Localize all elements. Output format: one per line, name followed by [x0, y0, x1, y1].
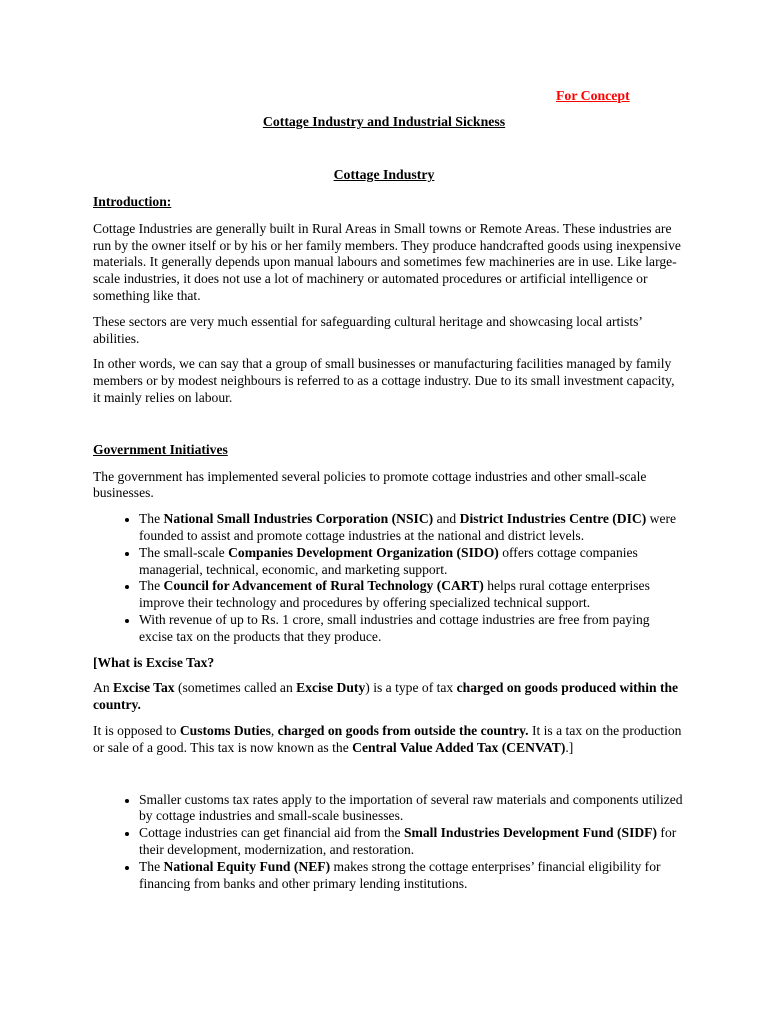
list-item: • The National Equity Fund (NEF) makes strong the cottage enterprises’ financial eligibility for financing from banks and other primary lending institutions.: [139, 859, 683, 893]
list-item: • The Council for Advancement of Rural Technology (CART) helps rural cottage enterprises improve their technology and procedures by offering specialized technical support.: [139, 578, 683, 612]
section-title: Cottage Industry: [333, 167, 435, 182]
excise-question: [What is Excise Tax?: [93, 654, 215, 670]
list-item: • The small-scale Companies Development Organization (SIDO) offers cottage companies managerial, technical, economic, and marketing support.: [139, 545, 683, 579]
list-item: • Cottage industries can get financial aid from the Small Industries Development Fund (SIDF) for their development, modernization, and restoration.: [139, 825, 683, 859]
intro-paragraph-2: These sectors are very much essential for safeguarding cultural heritage and showcasing local artists’ abilities.: [93, 313, 642, 346]
government-initiatives-heading: Government Initiatives: [93, 441, 228, 457]
document-body: [93, 194, 683, 900]
support-list: [93, 792, 683, 893]
for-concept-tag: For Concept: [556, 88, 630, 103]
introduction-heading: Introduction:: [93, 194, 172, 209]
initiatives-list: [93, 511, 683, 645]
intro-paragraph-3: In other words, we can say that a group of small businesses or manufacturing facilities managed by family members or by modest neighbours is referred to as a cottage industry. Due to its small investment capacity, it mainly relies on labour.: [93, 356, 675, 405]
document-title: Cottage Industry and Industrial Sickness: [262, 114, 506, 129]
excise-paragraph-2: It is opposed to Customs Duties, charged on goods from outside the country. It is a tax on the production or sale of a good. This tax is now known as the Central Value Added Tax (CENVAT).]: [93, 722, 682, 755]
list-item: • The National Small Industries Corporation (NSIC) and District Industries Centre (DIC) were founded to assist and promote cottage industries at the national and district levels.: [139, 511, 683, 545]
gov-intro-paragraph: The government has implemented several policies to promote cottage industries and other small-scale businesses.: [93, 468, 647, 501]
list-item: • With revenue of up to Rs. 1 crore, small industries and cottage industries are free from paying excise tax on the products that they produce.: [139, 612, 683, 646]
intro-paragraph-1: Cottage Industries are generally built in Rural Areas in Small towns or Remote Areas. These industries are run by the owner itself or by his or her family members. They produce handcrafted goods using inexpensive materials. It generally depends upon manual labours and sometimes few machineries are in use. Like large-scale industries, it does not use a lot of machinery or automated procedures or artificial intelligence or something like that.: [93, 220, 681, 303]
list-item: • Smaller customs tax rates apply to the importation of several raw materials and components utilized by cottage industries and small-scale businesses.: [139, 792, 683, 826]
excise-paragraph-1: An Excise Tax (sometimes called an Excise Duty) is a type of tax charged on goods produced within the country.: [93, 680, 679, 713]
